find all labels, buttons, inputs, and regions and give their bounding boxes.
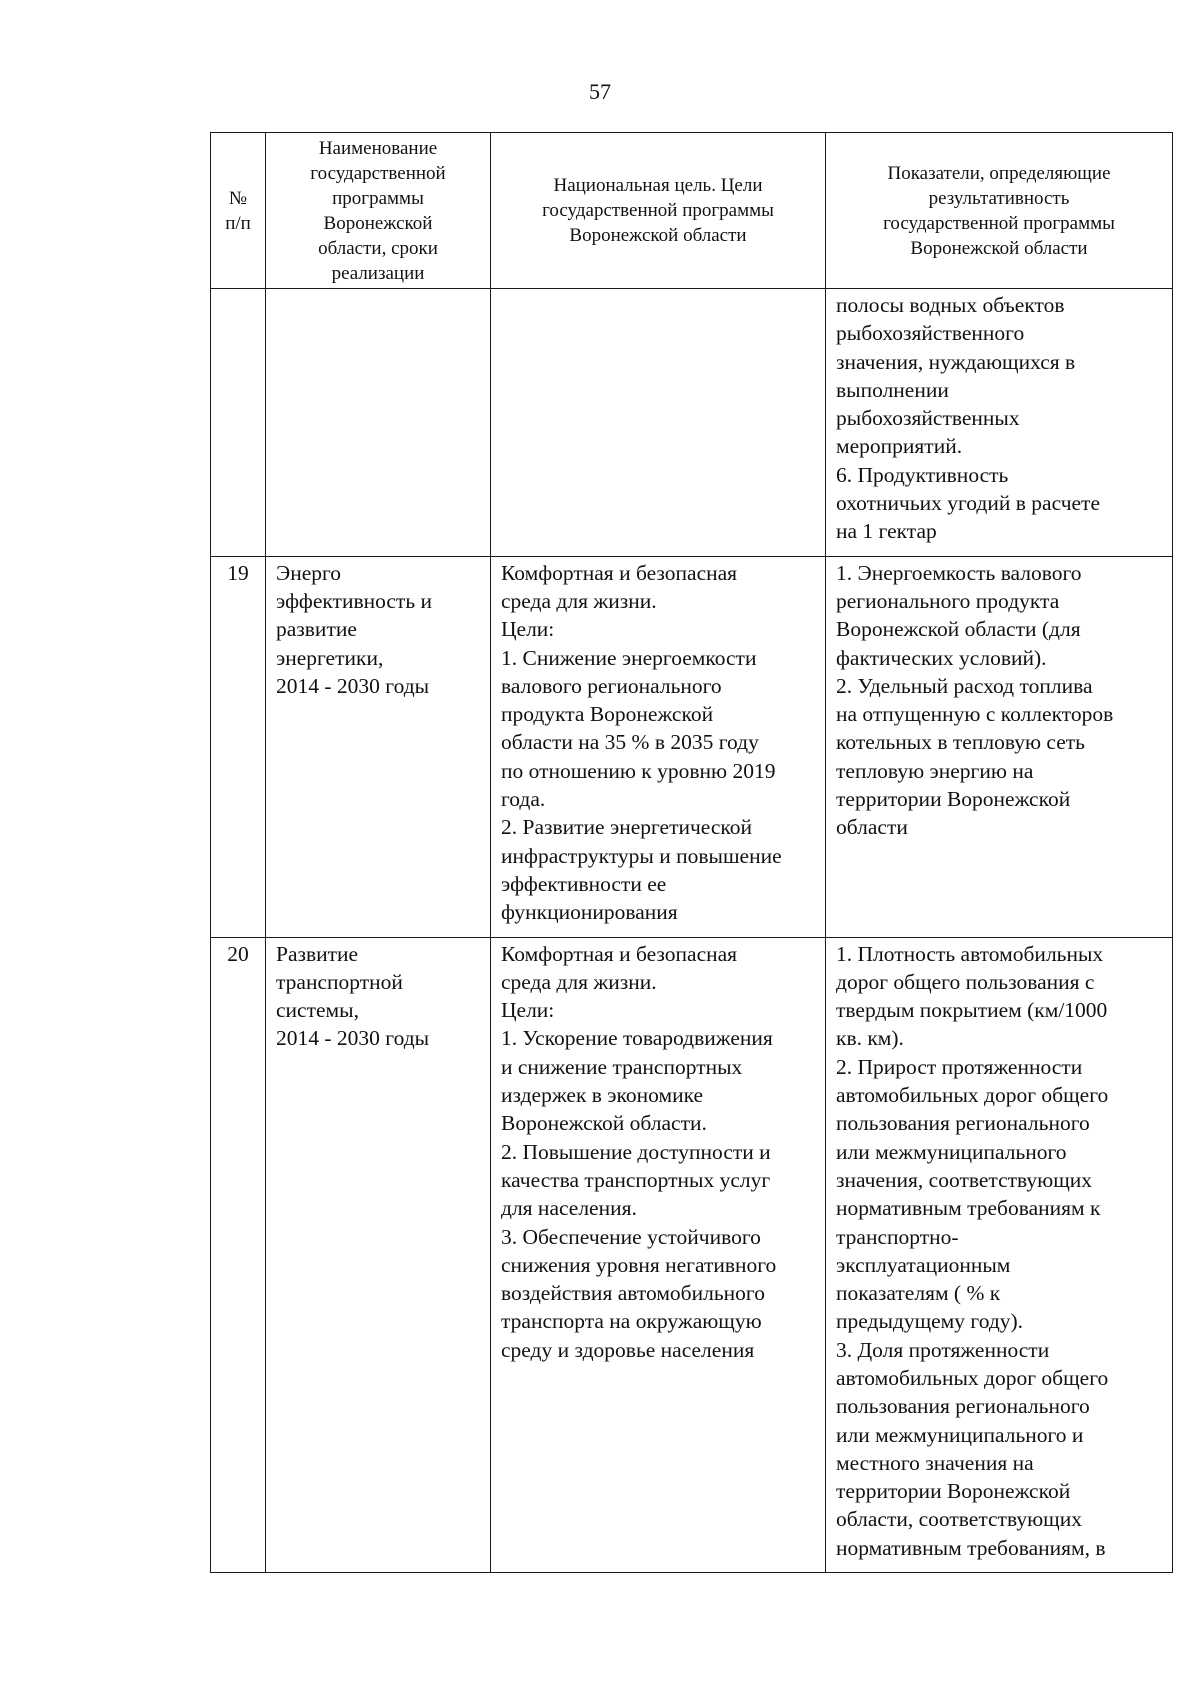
header-text-line: Наименование	[318, 137, 438, 159]
header-text-line: результативность	[928, 187, 1070, 209]
goal-line: валового регионального	[501, 673, 722, 698]
goal-line: среду и здоровье населения	[501, 1337, 755, 1362]
header-text-line: области, сроки	[318, 237, 438, 259]
indicator-line: 2. Прирост протяженности	[836, 1054, 1083, 1079]
indicator-line: дорог общего пользования с	[836, 969, 1095, 994]
cell-indicators	[826, 289, 1173, 557]
goal-line: издержек в экономике	[501, 1083, 704, 1108]
program-line: эффективность и	[276, 588, 433, 613]
goal-line: среда для жизни.	[501, 969, 657, 994]
indicator-line: тепловую энергию на	[836, 758, 1034, 783]
header-text-line: Воронежской области	[910, 237, 1088, 259]
indicator-line: автомобильных дорог общего	[836, 1365, 1109, 1390]
cell-goals	[491, 556, 826, 937]
indicator-line: на 1 гектар	[836, 519, 937, 544]
indicator-line: пользования регионального	[836, 1394, 1090, 1419]
goal-line: Комфортная и безопасная	[501, 941, 738, 966]
goal-line: качества транспортных услуг	[501, 1167, 771, 1192]
indicator-line: показателям ( % к	[836, 1281, 1001, 1306]
indicator-line: значения, соответствующих	[836, 1167, 1093, 1192]
indicator-line: 6. Продуктивность	[836, 462, 1009, 487]
header-text-line: п/п	[225, 212, 251, 234]
indicator-line: Воронежской области (для	[836, 617, 1081, 642]
indicator-line: кв. км).	[836, 1026, 904, 1051]
program-line: развитие	[276, 617, 357, 642]
program-line: энергетики,	[276, 645, 384, 670]
page-number: 57	[589, 79, 611, 104]
goal-line: года.	[501, 787, 546, 812]
program-line: 2014 - 2030 годы	[276, 1026, 430, 1051]
table-row	[211, 556, 1173, 937]
programs-table	[210, 132, 1173, 1573]
cell-program	[266, 556, 491, 937]
indicator-line: нормативным требованиям, в	[836, 1535, 1106, 1560]
header-program	[266, 133, 491, 289]
indicator-line: местного значения на	[836, 1450, 1034, 1475]
header-text-line: Воронежской области	[569, 225, 747, 246]
header-text-line: Воронежской	[323, 212, 433, 234]
goal-line: транспорта на окружающую	[501, 1309, 762, 1334]
program-line: системы,	[276, 998, 359, 1023]
indicator-line: нормативным требованиям к	[836, 1196, 1101, 1221]
indicator-line: рыбохозяйственного	[836, 321, 1025, 346]
cell-goals	[491, 289, 826, 557]
goal-line: Цели:	[501, 617, 555, 642]
indicator-line: на отпущенную с коллекторов	[836, 702, 1114, 727]
indicator-line: 1. Энергоемкость валового	[836, 560, 1082, 585]
indicator-line: территории Воронежской	[836, 1479, 1071, 1504]
indicator-line: фактических условий).	[836, 645, 1047, 670]
header-text-line: Национальная цель. Цели	[553, 175, 763, 196]
indicator-line: рыбохозяйственных	[836, 406, 1020, 431]
goal-line: 1. Ускорение товародвижения	[501, 1026, 773, 1051]
indicator-line: котельных в тепловую сеть	[836, 730, 1085, 755]
header-indicators	[826, 133, 1173, 289]
header-text-line: государственной	[310, 162, 446, 184]
header-num	[211, 133, 266, 289]
header-text-line: реализации	[331, 262, 425, 284]
program-line: транспортной	[276, 969, 403, 994]
indicator-line: твердым покрытием (км/1000	[836, 998, 1108, 1023]
goal-line: среда для жизни.	[501, 588, 657, 613]
indicator-line: регионального продукта	[836, 588, 1060, 613]
goal-line: 3. Обеспечение устойчивого	[501, 1224, 761, 1249]
indicator-line: или межмуниципального и	[836, 1422, 1084, 1447]
indicator-line: полосы водных объектов	[836, 293, 1065, 317]
goal-line: для населения.	[501, 1196, 637, 1221]
goal-line: функционирования	[501, 900, 678, 925]
cell-indicators	[826, 556, 1173, 937]
indicator-line: территории Воронежской	[836, 787, 1071, 812]
indicator-line: автомобильных дорог общего	[836, 1083, 1109, 1108]
goal-line: 2. Развитие энергетической	[501, 815, 753, 840]
goal-line: инфраструктуры и повышение	[501, 843, 782, 868]
table-row	[211, 937, 1173, 1573]
row-number: 20	[227, 941, 249, 966]
cell-indicators	[826, 937, 1173, 1573]
cell-program	[266, 289, 491, 557]
indicator-line: эксплуатационным	[836, 1252, 1011, 1277]
goal-line: воздействия автомобильного	[501, 1281, 765, 1306]
header-row	[211, 133, 1173, 289]
indicator-line: 3. Доля протяженности	[836, 1337, 1050, 1362]
indicator-line: мероприятий.	[836, 434, 963, 459]
header-text-line: №	[228, 187, 248, 209]
header-text-line: государственной программы	[883, 212, 1115, 234]
cell-program	[266, 937, 491, 1573]
indicator-line: 2. Удельный расход топлива	[836, 673, 1093, 698]
program-line: Энерго	[276, 560, 342, 585]
goal-line: по отношению к уровню 2019	[501, 758, 776, 783]
cell-goals	[491, 937, 826, 1573]
indicator-line: пользования регионального	[836, 1111, 1090, 1136]
indicator-line: выполнении	[836, 377, 949, 402]
program-line: 2014 - 2030 годы	[276, 673, 430, 698]
goal-line: и снижение транспортных	[501, 1054, 743, 1079]
indicator-line: значения, нуждающихся в	[836, 349, 1076, 374]
cell-num	[211, 289, 266, 557]
indicator-line: 1. Плотность автомобильных	[836, 941, 1104, 966]
goal-line: продукта Воронежской	[501, 702, 714, 727]
header-text-line: государственной программы	[542, 200, 774, 221]
program-line: Развитие	[276, 941, 359, 966]
header-text-line: Показатели, определяющие	[887, 162, 1111, 184]
goal-line: 1. Снижение энергоемкости	[501, 645, 757, 670]
indicator-line: охотничьих угодий в расчете	[836, 491, 1100, 516]
goal-line: 2. Повышение доступности и	[501, 1139, 771, 1164]
indicator-line: или межмуниципального	[836, 1139, 1067, 1164]
goal-line: эффективности ее	[501, 871, 667, 896]
goal-line: Комфортная и безопасная	[501, 560, 738, 585]
cell-num	[211, 556, 266, 937]
header-text-line: программы	[332, 187, 424, 209]
row-number	[211, 289, 265, 301]
table-row	[211, 289, 1173, 557]
goal-line: Воронежской области.	[501, 1111, 707, 1136]
goal-line: снижения уровня негативного	[501, 1252, 777, 1277]
indicator-line: области	[836, 815, 908, 840]
goal-line: области на 35 % в 2035 году	[501, 730, 759, 755]
indicator-line: области, соответствующих	[836, 1507, 1082, 1532]
header-goals	[491, 133, 826, 289]
indicator-line: предыдущему году).	[836, 1309, 1024, 1334]
cell-num	[211, 937, 266, 1573]
indicator-line: транспортно-	[836, 1224, 959, 1249]
goal-line: Цели:	[501, 998, 555, 1023]
row-number: 19	[227, 560, 249, 585]
